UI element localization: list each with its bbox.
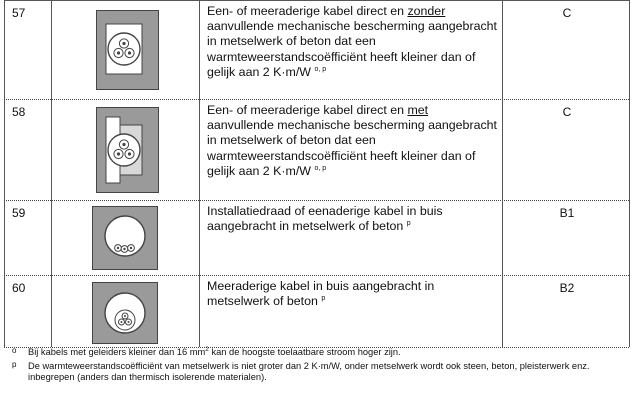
footnotes (4, 347, 629, 386)
description-text: aanvullende mechanische bescherming aangebracht in metselwerk of beton dat een warmteweerstandscoëfficiënt heeft kleiner dan of gelijk aan 2 K·m/W (207, 118, 497, 178)
table-right-border (629, 0, 630, 347)
column-divider (502, 0, 503, 99)
reference-method: C (562, 6, 572, 20)
column-divider (51, 200, 52, 275)
reference-method: B2 (559, 281, 575, 295)
description-emphasis: zonder (407, 4, 446, 18)
column-divider (199, 0, 200, 99)
column-divider (502, 99, 503, 200)
footnote-ref: p (406, 220, 411, 228)
table-row (4, 200, 629, 276)
footnote-text: kan de hoogste toelaatbare stroom hoger zijn. (208, 347, 401, 357)
description-text: Een- of meeraderige kabel direct en (207, 4, 408, 18)
row-description (207, 4, 497, 80)
description-text: Installatiedraad of eenaderige kabel in buis aangebracht in metselwerk of beton (207, 204, 443, 234)
description-text: Meeraderige kabel in buis aangebracht in metselwerk of beton (207, 279, 435, 309)
reference-method: B1 (559, 206, 575, 220)
footnote-superscript: 2 (205, 346, 209, 353)
footnote-ref: o, p (314, 164, 327, 172)
row-description (207, 204, 497, 234)
footnote-symbol: o (12, 346, 17, 355)
footnote-symbol: p (12, 359, 17, 369)
footnote-text: De warmteweerstandscoëfficiënt van metselwerk is niet groter dan 2 K·m/W, onder metselwerk wordt ook steen, beton, pleisterwerk enz. inbegrepen (anders dan thermisch isolerende materialen). (28, 360, 590, 383)
column-divider (51, 275, 52, 347)
row-description (207, 103, 497, 179)
column-divider (199, 99, 200, 200)
column-divider (51, 99, 52, 200)
description-emphasis: met (407, 103, 429, 117)
row-number: 60 (12, 281, 26, 295)
row-number: 59 (12, 206, 26, 220)
row-number: 57 (12, 6, 26, 20)
single-core-in-conduit-icon (92, 206, 158, 270)
column-divider (51, 0, 52, 99)
footnote (4, 361, 629, 384)
reference-method: C (562, 105, 572, 119)
footnote-text: Bij kabels met geleiders kleiner dan 16 mm (28, 347, 206, 357)
column-divider (502, 200, 503, 275)
row-number: 58 (12, 105, 26, 119)
column-divider (199, 200, 200, 275)
column-divider (502, 275, 503, 347)
cable-in-masonry-without-protection-icon (96, 10, 159, 90)
table-row (4, 99, 629, 201)
cable-in-masonry-with-protection-icon (96, 107, 159, 193)
table-row (4, 0, 629, 100)
column-divider (199, 275, 200, 347)
table-row (4, 275, 629, 348)
description-text: Een- of meeraderige kabel direct en (207, 103, 408, 117)
row-description (207, 279, 497, 309)
multi-core-in-conduit-icon (92, 282, 158, 344)
footnote-ref: o, p (314, 65, 327, 73)
footnote (4, 347, 629, 359)
description-text: aanvullende mechanische bescherming aangebracht in metselwerk of beton dat een warmteweerstandscoëfficiënt heeft kleiner dan of gelijk aan 2 K·m/W (207, 19, 497, 79)
footnote-ref: p (321, 295, 326, 303)
